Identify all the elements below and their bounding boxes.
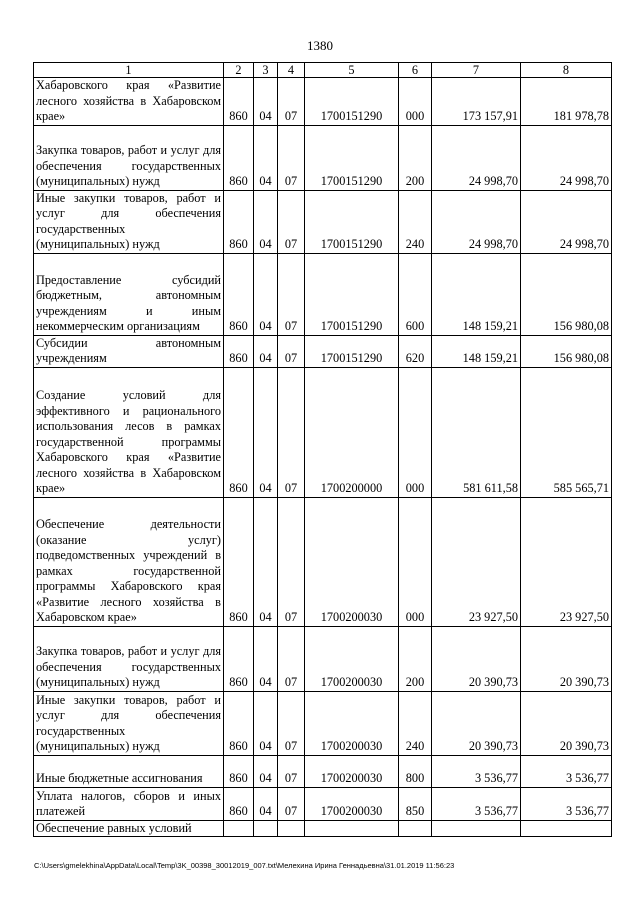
amount-year-1: 23 927,50 [432, 497, 521, 626]
table-row [34, 755, 612, 787]
subsection-code: 07 [278, 125, 305, 190]
amount-year-1: 148 159,21 [432, 253, 521, 335]
ministry-code: 860 [224, 335, 254, 367]
amount-year-1: 20 390,73 [432, 691, 521, 755]
column-header-1: 1 [34, 63, 224, 78]
table-row [34, 626, 612, 691]
table-row [34, 125, 612, 190]
ministry-code: 860 [224, 190, 254, 253]
expense-type-code: 800 [399, 755, 432, 787]
column-header-3: 3 [254, 63, 278, 78]
target-article-code: 1700151290 [305, 78, 399, 126]
table-row [34, 78, 612, 126]
target-article-code: 1700200030 [305, 691, 399, 755]
section-code: 04 [254, 367, 278, 497]
section-code: 04 [254, 787, 278, 820]
table-row [34, 335, 612, 367]
subsection-code: 07 [278, 497, 305, 626]
subsection-code: 07 [278, 755, 305, 787]
amount-year-1: 173 157,91 [432, 78, 521, 126]
amount-year-2: 20 390,73 [521, 691, 612, 755]
row-description: Закупка товаров, работ и услуг для обеспечения государственных (муниципальных) нужд [34, 626, 224, 691]
subsection-code: 07 [278, 253, 305, 335]
amount-year-2: 20 390,73 [521, 626, 612, 691]
row-description: Субсидии автономным учреждениям [34, 335, 224, 367]
amount-year-2: 23 927,50 [521, 497, 612, 626]
row-description: Иные закупки товаров, работ и услуг для обеспечения государственных (муниципальных) нужд [34, 190, 224, 253]
ministry-code: 860 [224, 78, 254, 126]
amount-year-1: 148 159,21 [432, 335, 521, 367]
column-header-5: 5 [305, 63, 399, 78]
amount-year-1: 581 611,58 [432, 367, 521, 497]
subsection-code: 07 [278, 367, 305, 497]
row-description: Хабаровского края «Развитие лесного хозяйства в Хабаровском крае» [34, 78, 224, 126]
expense-type-code: 000 [399, 78, 432, 126]
amount-year-2: 585 565,71 [521, 367, 612, 497]
amount-year-1: 24 998,70 [432, 125, 521, 190]
amount-year-1: 20 390,73 [432, 626, 521, 691]
subsection-code: 07 [278, 335, 305, 367]
section-code: 04 [254, 497, 278, 626]
amount-year-2: 3 536,77 [521, 787, 612, 820]
column-header-8: 8 [521, 63, 612, 78]
target-article-code: 1700151290 [305, 335, 399, 367]
table-row [34, 787, 612, 820]
target-article-code [305, 820, 399, 837]
table-body [34, 78, 612, 837]
table-row [34, 253, 612, 335]
row-description: Обеспечение деятельности (оказание услуг) подведомственных учреждений в рамках государственной программы Хабаровского края «Развитие лесного хозяйства в Хабаровском крае» [34, 497, 224, 626]
subsection-code: 07 [278, 78, 305, 126]
row-description: Закупка товаров, работ и услуг для обеспечения государственных (муниципальных) нужд [34, 125, 224, 190]
ministry-code: 860 [224, 755, 254, 787]
subsection-code: 07 [278, 626, 305, 691]
row-description: Предоставление субсидий бюджетным, автономным учреждениям и иным некоммерческим организациям [34, 253, 224, 335]
amount-year-2 [521, 820, 612, 837]
section-code: 04 [254, 626, 278, 691]
expense-type-code [399, 820, 432, 837]
expense-type-code: 850 [399, 787, 432, 820]
ministry-code: 860 [224, 253, 254, 335]
row-description: Уплата налогов, сборов и иных платежей [34, 787, 224, 820]
expense-type-code: 600 [399, 253, 432, 335]
section-code: 04 [254, 691, 278, 755]
target-article-code: 1700200030 [305, 626, 399, 691]
table-row [34, 367, 612, 497]
amount-year-1: 24 998,70 [432, 190, 521, 253]
section-code: 04 [254, 125, 278, 190]
ministry-code: 860 [224, 367, 254, 497]
amount-year-1: 3 536,77 [432, 787, 521, 820]
subsection-code [278, 820, 305, 837]
target-article-code: 1700151290 [305, 190, 399, 253]
table-header-row [34, 63, 612, 78]
amount-year-2: 181 978,78 [521, 78, 612, 126]
page-number: 1380 [307, 38, 333, 53]
row-description: Иные закупки товаров, работ и услуг для обеспечения государственных (муниципальных) нужд [34, 691, 224, 755]
table-row [34, 497, 612, 626]
ministry-code: 860 [224, 787, 254, 820]
amount-year-1 [432, 820, 521, 837]
expense-type-code: 200 [399, 125, 432, 190]
expense-type-code: 000 [399, 367, 432, 497]
column-header-7: 7 [432, 63, 521, 78]
expense-type-code: 000 [399, 497, 432, 626]
column-header-2: 2 [224, 63, 254, 78]
ministry-code: 860 [224, 125, 254, 190]
target-article-code: 1700200030 [305, 497, 399, 626]
column-header-6: 6 [399, 63, 432, 78]
amount-year-1: 3 536,77 [432, 755, 521, 787]
expense-type-code: 240 [399, 691, 432, 755]
amount-year-2: 156 980,08 [521, 335, 612, 367]
section-code [254, 820, 278, 837]
table-row [34, 691, 612, 755]
section-code: 04 [254, 78, 278, 126]
ministry-code [224, 820, 254, 837]
row-description: Создание условий для эффективного и рационального использования лесов в рамках государственной программы Хабаровского края «Развитие лесного хозяйства в Хабаровском крае» [34, 367, 224, 497]
subsection-code: 07 [278, 787, 305, 820]
expense-type-code: 620 [399, 335, 432, 367]
section-code: 04 [254, 190, 278, 253]
table-row [34, 820, 612, 837]
row-description: Иные бюджетные ассигнования [34, 755, 224, 787]
target-article-code: 1700200000 [305, 367, 399, 497]
section-code: 04 [254, 755, 278, 787]
subsection-code: 07 [278, 691, 305, 755]
expense-type-code: 240 [399, 190, 432, 253]
subsection-code: 07 [278, 190, 305, 253]
ministry-code: 860 [224, 626, 254, 691]
budget-table [33, 62, 612, 837]
amount-year-2: 3 536,77 [521, 755, 612, 787]
file-path-footer: C:\Users\gmelekhina\AppData\Local\Temp\3K_00398_30012019_007.txt\Мелехина Ирина Геннадьевна\31.01.2019 11:56:23 [34, 861, 455, 870]
column-header-4: 4 [278, 63, 305, 78]
amount-year-2: 156 980,08 [521, 253, 612, 335]
section-code: 04 [254, 253, 278, 335]
section-code: 04 [254, 335, 278, 367]
expense-type-code: 200 [399, 626, 432, 691]
target-article-code: 1700151290 [305, 125, 399, 190]
target-article-code: 1700200030 [305, 755, 399, 787]
ministry-code: 860 [224, 497, 254, 626]
row-description: Обеспечение равных условий [34, 820, 224, 837]
target-article-code: 1700200030 [305, 787, 399, 820]
amount-year-2: 24 998,70 [521, 190, 612, 253]
table-row [34, 190, 612, 253]
target-article-code: 1700151290 [305, 253, 399, 335]
amount-year-2: 24 998,70 [521, 125, 612, 190]
ministry-code: 860 [224, 691, 254, 755]
